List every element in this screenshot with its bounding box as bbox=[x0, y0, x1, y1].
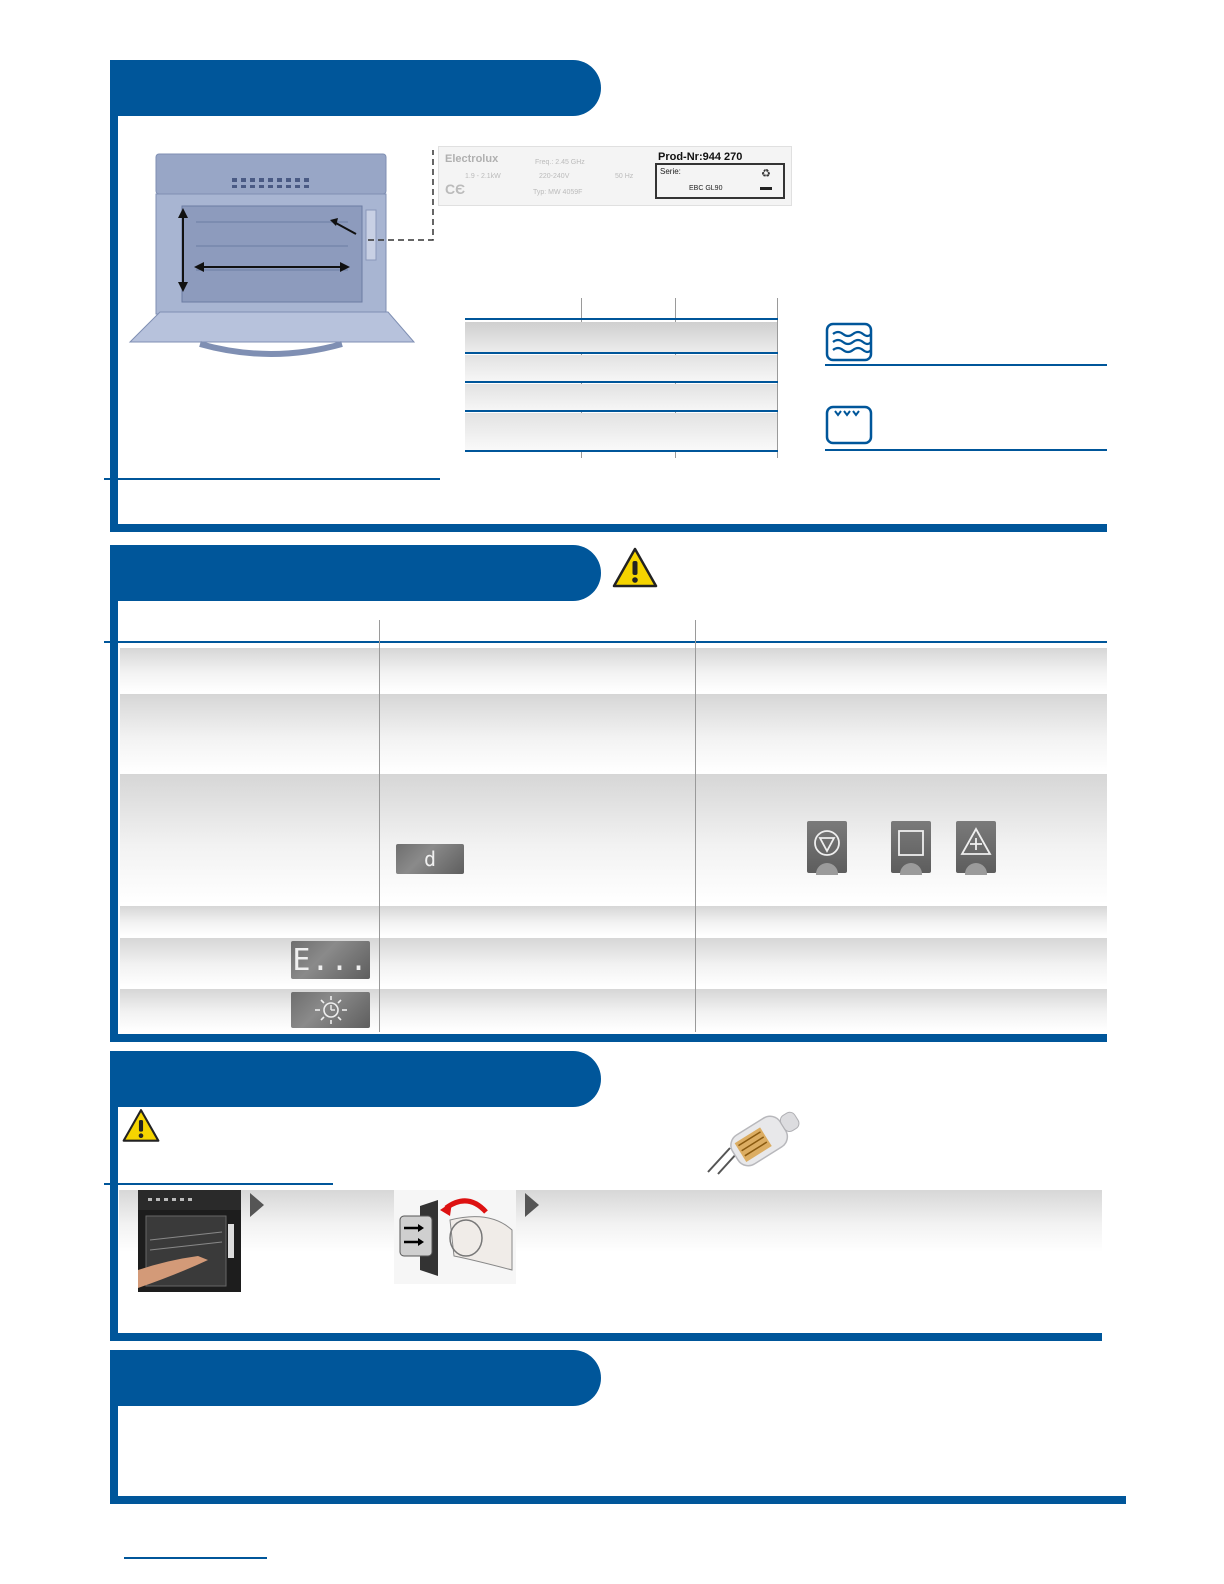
table-row bbox=[465, 384, 777, 410]
error-code: E... bbox=[292, 942, 369, 978]
lamp-section-divider bbox=[104, 1183, 333, 1185]
door-open-code: d bbox=[423, 847, 437, 871]
grill-function-line bbox=[825, 449, 1107, 451]
microwave-function-line bbox=[825, 364, 1107, 366]
plate-voltage: 220-240V bbox=[539, 173, 570, 180]
table-row bbox=[465, 322, 777, 352]
plate-model: EBC GL90 bbox=[689, 185, 723, 192]
plate-hz: 50 Hz bbox=[615, 173, 634, 180]
troubleshoot-row bbox=[120, 906, 1107, 936]
halogen-bulb-image bbox=[700, 1098, 815, 1176]
weee-bar bbox=[760, 187, 772, 190]
section1-divider bbox=[104, 478, 440, 480]
door-open-display bbox=[396, 844, 464, 874]
table-col-divider bbox=[777, 298, 778, 458]
step1-photo bbox=[138, 1190, 241, 1292]
ce-mark-icon: CЄ bbox=[445, 181, 466, 197]
oven-grill-icon bbox=[825, 405, 873, 450]
clock-sun-icon bbox=[309, 995, 353, 1025]
rating-plate bbox=[438, 146, 792, 206]
plate-serie-label: Serie: bbox=[660, 167, 681, 176]
clock-light-display bbox=[291, 992, 370, 1028]
plate-brand: Electrolux bbox=[445, 153, 499, 165]
microwave-waves-icon bbox=[825, 322, 873, 367]
table-row bbox=[465, 355, 777, 381]
stop-square-button-icon bbox=[891, 821, 931, 873]
plus-triangle-button-icon bbox=[956, 821, 996, 873]
warning-icon bbox=[122, 1107, 160, 1148]
plate-model-box bbox=[655, 163, 785, 199]
plate-type: Typ: MW 4059F bbox=[533, 189, 583, 196]
troubleshoot-col-divider bbox=[379, 620, 380, 1032]
weee-bin-icon: ♻ bbox=[761, 168, 771, 180]
troubleshoot-row bbox=[120, 989, 1107, 1031]
plate-prod-nr: Prod-Nr:944 270 bbox=[658, 151, 743, 163]
stop-triangle-button-icon bbox=[807, 821, 847, 873]
section4-header-tab bbox=[110, 1350, 601, 1406]
plate-power: 1.9 - 2.1kW bbox=[465, 173, 501, 180]
troubleshoot-row bbox=[120, 938, 1107, 987]
section4-frame bbox=[110, 1406, 1126, 1504]
step1-arrow-icon bbox=[250, 1193, 264, 1222]
section3-header-tab bbox=[110, 1051, 601, 1107]
troubleshoot-col-divider bbox=[695, 620, 696, 1032]
error-code-display bbox=[291, 941, 370, 979]
table-row-line bbox=[465, 352, 778, 354]
troubleshoot-header-line bbox=[104, 641, 1107, 643]
table-row-line bbox=[465, 410, 778, 412]
plate-frequency: Freq.: 2.45 GHz bbox=[535, 159, 585, 166]
warning-icon bbox=[612, 546, 658, 593]
table-row-line bbox=[465, 381, 778, 383]
table-row-line bbox=[465, 450, 778, 452]
table-header-line bbox=[465, 318, 778, 320]
lamp-steps-row bbox=[119, 1190, 1102, 1252]
section1-header-tab bbox=[110, 60, 601, 116]
step2-photo bbox=[394, 1190, 516, 1284]
troubleshoot-row bbox=[120, 694, 1107, 772]
rating-plate-leader-line bbox=[368, 150, 438, 242]
section2-header-tab bbox=[110, 545, 601, 601]
footer-rule bbox=[124, 1557, 267, 1559]
tech-data-table bbox=[465, 298, 778, 458]
table-row bbox=[465, 413, 777, 451]
step2-arrow-icon bbox=[525, 1193, 539, 1222]
troubleshoot-row bbox=[120, 648, 1107, 692]
